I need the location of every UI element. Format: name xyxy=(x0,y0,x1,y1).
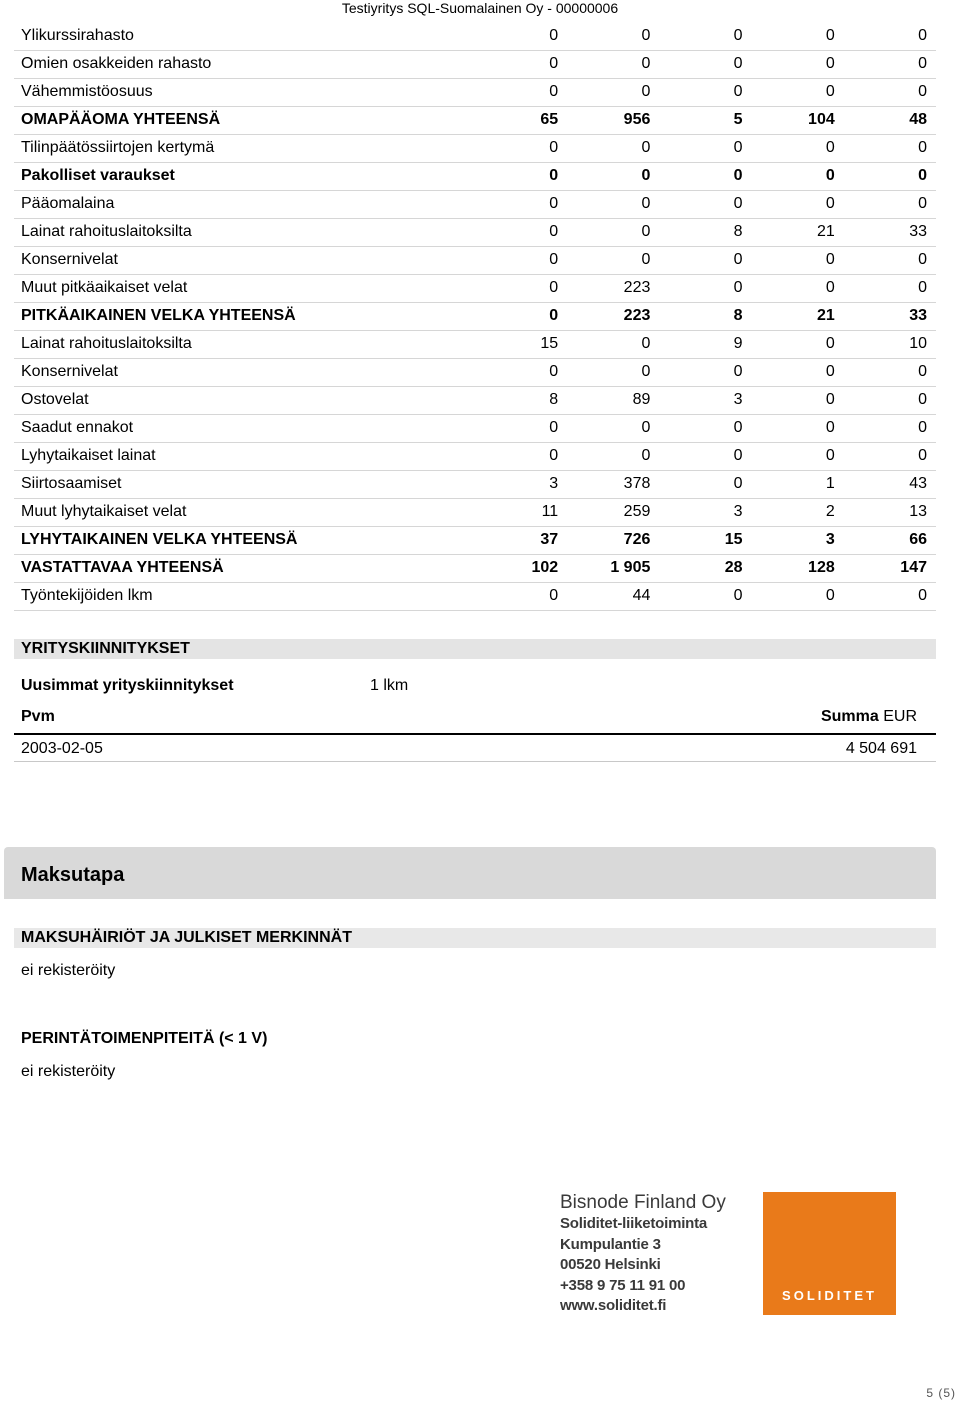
row-value: 1 905 xyxy=(567,554,659,582)
latest-registrations-label: Uusimmat yrityskiinnitykset xyxy=(21,677,234,694)
sum-column-header xyxy=(821,708,917,726)
payment-section-title: Maksutapa xyxy=(21,864,125,886)
row-value: 128 xyxy=(752,554,844,582)
row-value: 8 xyxy=(475,386,567,414)
row-value: 0 xyxy=(844,414,936,442)
row-label: Lainat rahoituslaitoksilta xyxy=(14,218,475,246)
row-value: 0 xyxy=(567,22,659,50)
row-label: Lainat rahoituslaitoksilta xyxy=(14,330,475,358)
table-row xyxy=(14,358,936,386)
table-row xyxy=(14,582,936,610)
footer-company-name: Bisnode Finland Oy xyxy=(560,1192,726,1213)
soliditet-logo xyxy=(763,1192,896,1315)
table-row xyxy=(14,134,936,162)
row-value: 956 xyxy=(567,106,659,134)
row-value: 0 xyxy=(659,78,751,106)
row-value: 0 xyxy=(659,414,751,442)
row-value: 0 xyxy=(475,190,567,218)
row-value: 0 xyxy=(844,582,936,610)
row-value: 0 xyxy=(659,358,751,386)
row-value: 0 xyxy=(752,330,844,358)
row-value: 0 xyxy=(844,22,936,50)
row-label: Omien osakkeiden rahasto xyxy=(14,50,475,78)
row-value: 37 xyxy=(475,526,567,554)
collection-actions-value: ei rekisteröity xyxy=(21,1063,116,1080)
payment-disturbances-value: ei rekisteröity xyxy=(21,962,116,979)
row-value: 8 xyxy=(659,218,751,246)
row-value: 0 xyxy=(475,414,567,442)
row-value: 0 xyxy=(752,50,844,78)
row-value: 378 xyxy=(567,470,659,498)
row-value: 11 xyxy=(475,498,567,526)
row-value: 33 xyxy=(844,218,936,246)
table-row xyxy=(14,190,936,218)
row-value: 0 xyxy=(475,50,567,78)
row-label: Saadut ennakot xyxy=(14,414,475,442)
sum-header-unit: EUR xyxy=(878,708,917,725)
table-row xyxy=(14,414,936,442)
row-value: 0 xyxy=(752,442,844,470)
row-value: 0 xyxy=(659,22,751,50)
row-value: 33 xyxy=(844,302,936,330)
row-value: 104 xyxy=(752,106,844,134)
row-value: 0 xyxy=(567,190,659,218)
table-row xyxy=(14,218,936,246)
date-column-header: Pvm xyxy=(21,708,55,725)
row-value: 102 xyxy=(475,554,567,582)
table-row xyxy=(14,274,936,302)
row-value: 0 xyxy=(844,358,936,386)
row-value: 0 xyxy=(659,162,751,190)
row-label: Ylikurssirahasto xyxy=(14,22,475,50)
row-label: Pakolliset varaukset xyxy=(14,162,475,190)
row-value: 0 xyxy=(475,78,567,106)
row-value: 44 xyxy=(567,582,659,610)
row-value: 0 xyxy=(844,78,936,106)
table-row xyxy=(14,50,936,78)
report-header-company: Testiyritys SQL-Suomalainen Oy - 00000006 xyxy=(341,0,619,16)
table-row xyxy=(14,330,936,358)
table-row xyxy=(14,442,936,470)
row-label: PITKÄAIKAINEN VELKA YHTEENSÄ xyxy=(14,302,475,330)
row-label: Työntekijöiden lkm xyxy=(14,582,475,610)
table-row xyxy=(14,246,936,274)
footer-contact-block xyxy=(560,1192,760,1317)
row-value: 0 xyxy=(752,386,844,414)
row-value: 0 xyxy=(659,190,751,218)
row-value: 5 xyxy=(659,106,751,134)
table-row xyxy=(14,386,936,414)
row-label: Muut pitkäaikaiset velat xyxy=(14,274,475,302)
row-divider xyxy=(14,761,936,762)
row-label: Vähemmistöosuus xyxy=(14,78,475,106)
row-value: 147 xyxy=(844,554,936,582)
row-value: 0 xyxy=(475,582,567,610)
collection-actions-title: PERINTÄTOIMENPITEITÄ (< 1 V) xyxy=(21,1030,268,1047)
row-value: 259 xyxy=(567,498,659,526)
row-value: 0 xyxy=(752,414,844,442)
row-value: 0 xyxy=(567,414,659,442)
row-value: 65 xyxy=(475,106,567,134)
row-value: 0 xyxy=(567,358,659,386)
row-value: 0 xyxy=(567,134,659,162)
row-value: 223 xyxy=(567,274,659,302)
table-row xyxy=(14,498,936,526)
row-value: 0 xyxy=(659,274,751,302)
row-value: 3 xyxy=(475,470,567,498)
row-label: OMAPÄÄOMA YHTEENSÄ xyxy=(14,106,475,134)
table-row xyxy=(14,554,936,582)
row-value: 0 xyxy=(752,246,844,274)
row-label: Ostovelat xyxy=(14,386,475,414)
row-value: 0 xyxy=(659,246,751,274)
row-label: Konsernivelat xyxy=(14,246,475,274)
footer-street: Kumpulantie 3 xyxy=(560,1235,661,1253)
row-value: 0 xyxy=(844,274,936,302)
row-value: 43 xyxy=(844,470,936,498)
footer-phone: +358 9 75 11 91 00 xyxy=(560,1276,686,1294)
row-value: 0 xyxy=(475,246,567,274)
row-label: Pääomalaina xyxy=(14,190,475,218)
row-value: 66 xyxy=(844,526,936,554)
footer-web: www.soliditet.fi xyxy=(560,1297,667,1314)
row-value: 3 xyxy=(659,386,751,414)
row-value: 0 xyxy=(752,134,844,162)
row-value: 48 xyxy=(844,106,936,134)
row-value: 0 xyxy=(752,22,844,50)
row-value: 0 xyxy=(475,358,567,386)
row-label: Muut lyhytaikaiset velat xyxy=(14,498,475,526)
table-row xyxy=(14,470,936,498)
payment-disturbances-title: MAKSUHÄIRIÖT JA JULKISET MERKINNÄT xyxy=(14,928,936,948)
table-row xyxy=(14,526,936,554)
row-value: 0 xyxy=(475,218,567,246)
row-value: 0 xyxy=(567,330,659,358)
row-value: 3 xyxy=(659,498,751,526)
financials-table xyxy=(14,22,936,611)
row-value: 0 xyxy=(844,246,936,274)
row-label: Tilinpäätössiirtojen kertymä xyxy=(14,134,475,162)
row-value: 0 xyxy=(844,134,936,162)
row-value: 0 xyxy=(659,134,751,162)
row-value: 8 xyxy=(659,302,751,330)
row-value: 3 xyxy=(752,526,844,554)
sum-header-label: Summa xyxy=(820,708,879,725)
row-label: Siirtosaamiset xyxy=(14,470,475,498)
table-row xyxy=(14,162,936,190)
registrations-count: 1 lkm xyxy=(370,677,409,694)
row-value: 0 xyxy=(475,162,567,190)
row-value: 0 xyxy=(844,442,936,470)
row-value: 9 xyxy=(659,330,751,358)
row-label: LYHYTAIKAINEN VELKA YHTEENSÄ xyxy=(14,526,475,554)
row-value: 0 xyxy=(659,50,751,78)
row-value: 0 xyxy=(475,302,567,330)
row-value: 0 xyxy=(752,358,844,386)
row-value: 21 xyxy=(752,302,844,330)
table-row xyxy=(14,302,936,330)
footer-unit: Soliditet-liiketoiminta xyxy=(560,1215,708,1232)
row-value: 0 xyxy=(752,274,844,302)
row-value: 10 xyxy=(844,330,936,358)
row-value: 0 xyxy=(659,470,751,498)
row-value: 0 xyxy=(752,582,844,610)
table-row xyxy=(14,22,936,50)
row-value: 0 xyxy=(844,162,936,190)
row-value: 15 xyxy=(475,330,567,358)
payment-section-bar xyxy=(4,847,936,899)
row-value: 223 xyxy=(567,302,659,330)
row-value: 0 xyxy=(475,22,567,50)
row-label: VASTATTAVAA YHTEENSÄ xyxy=(14,554,475,582)
row-value: 0 xyxy=(567,218,659,246)
row-value: 0 xyxy=(659,582,751,610)
row-value: 28 xyxy=(659,554,751,582)
footer-postal: 00520 Helsinki xyxy=(560,1256,661,1273)
table-row xyxy=(14,106,936,134)
row-value: 0 xyxy=(567,78,659,106)
row-value: 0 xyxy=(475,134,567,162)
table-row xyxy=(14,78,936,106)
row-value: 0 xyxy=(567,50,659,78)
row-value: 15 xyxy=(659,526,751,554)
row-value: 89 xyxy=(567,386,659,414)
row-label: Lyhytaikaiset lainat xyxy=(14,442,475,470)
row-value: 0 xyxy=(844,50,936,78)
row-value: 0 xyxy=(567,246,659,274)
page-number: 5 (5) xyxy=(926,1386,956,1400)
row-value: 2 xyxy=(752,498,844,526)
row-value: 0 xyxy=(475,442,567,470)
registration-date: 2003-02-05 xyxy=(21,740,103,757)
registration-amount: 4 504 691 xyxy=(845,740,917,757)
row-value: 0 xyxy=(659,442,751,470)
row-value: 726 xyxy=(567,526,659,554)
header-divider xyxy=(14,733,936,735)
row-value: 13 xyxy=(844,498,936,526)
row-value: 1 xyxy=(752,470,844,498)
row-value: 0 xyxy=(567,442,659,470)
row-value: 0 xyxy=(475,274,567,302)
row-value: 0 xyxy=(844,190,936,218)
row-value: 0 xyxy=(567,162,659,190)
row-label: Konsernivelat xyxy=(14,358,475,386)
registrations-section-title: YRITYSKIINNITYKSET xyxy=(14,639,936,659)
row-value: 0 xyxy=(752,190,844,218)
row-value: 21 xyxy=(752,218,844,246)
row-value: 0 xyxy=(752,78,844,106)
logo-text: SOLIDITET xyxy=(782,1288,877,1303)
row-value: 0 xyxy=(844,386,936,414)
row-value: 0 xyxy=(752,162,844,190)
